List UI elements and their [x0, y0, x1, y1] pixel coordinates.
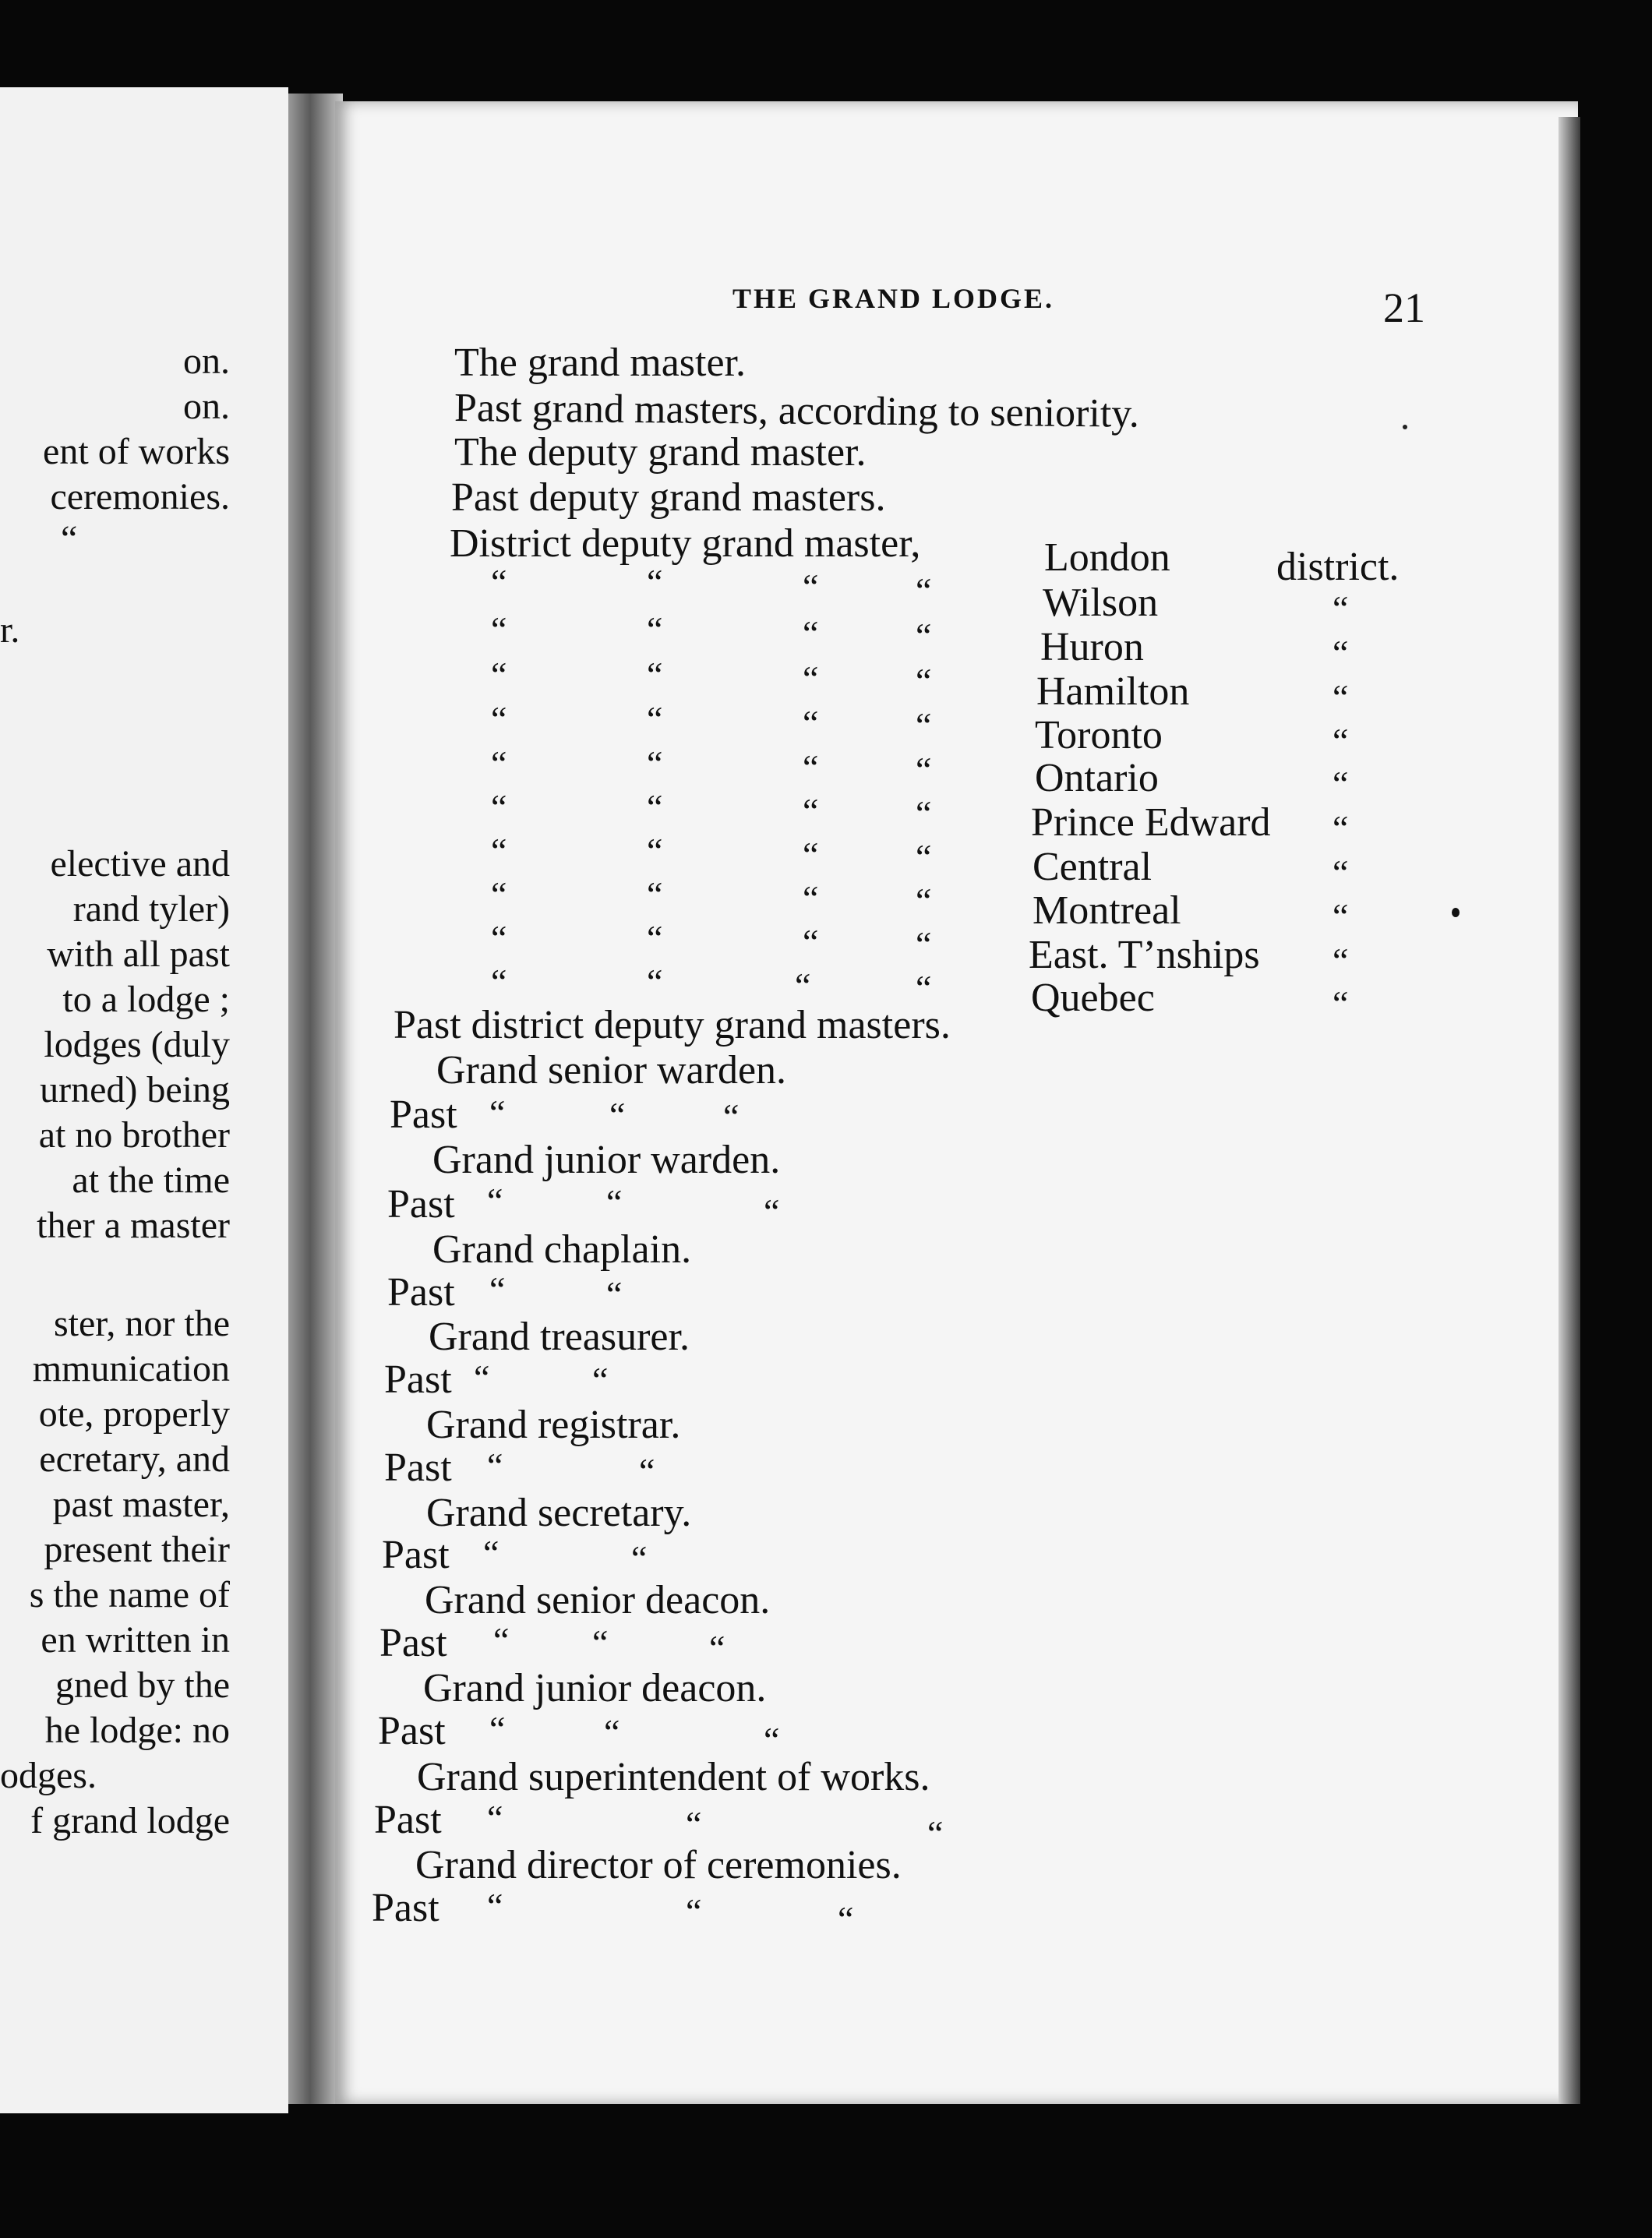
ditto-mark: “: [639, 1451, 655, 1491]
left-fragment: ote, properly: [38, 1393, 230, 1435]
district-name: Central: [1032, 845, 1153, 889]
past-label: Past: [374, 1798, 442, 1842]
ditto-mark: “: [764, 1720, 780, 1760]
past-district-line: Past district deputy grand masters.: [394, 1003, 951, 1047]
page-number: 21: [1383, 284, 1425, 331]
ditto-mark: “: [647, 831, 663, 870]
district-name: Montreal: [1032, 888, 1181, 933]
past-label: Past: [382, 1533, 450, 1577]
district-name: Wilson: [1043, 581, 1159, 625]
past-label: Past: [390, 1093, 457, 1137]
left-fragment: mmunication: [32, 1348, 230, 1389]
officer-title: Grand senior warden.: [436, 1048, 787, 1093]
ditto-mark: “: [1333, 721, 1349, 761]
ditto-mark: “: [491, 655, 507, 694]
ditto-mark: “: [487, 1181, 503, 1220]
ditto-mark: “: [916, 881, 932, 920]
ditto-mark: “: [916, 924, 932, 964]
left-fragment: f grand lodge: [30, 1800, 230, 1841]
district-first-name: London: [1044, 535, 1170, 580]
district-suffix: district.: [1276, 545, 1400, 589]
ditto-mark: “: [927, 1813, 944, 1853]
ditto-mark: “: [491, 743, 507, 783]
ditto-mark: “: [1333, 852, 1349, 892]
ditto-mark: “: [491, 874, 507, 914]
left-fragment: at the time: [72, 1160, 230, 1201]
ditto-mark: “: [1333, 764, 1349, 803]
ditto-mark: “: [916, 968, 932, 1008]
ditto-mark: “: [483, 1533, 499, 1573]
ditto-mark: “: [592, 1622, 609, 1662]
left-fragment: ceremonies.: [50, 476, 230, 517]
left-fragment: at no brother: [38, 1114, 230, 1156]
past-label: Past: [372, 1886, 439, 1930]
ditto-mark: “: [916, 705, 932, 745]
ink-smudge: [1452, 908, 1460, 917]
ditto-mark: “: [606, 1182, 623, 1222]
ditto-mark: “: [764, 1191, 780, 1231]
left-fragment: elective and: [50, 843, 230, 884]
left-fragment: past master,: [52, 1484, 230, 1525]
ditto-mark: “: [493, 1620, 510, 1660]
ditto-mark: “: [606, 1274, 623, 1314]
ditto-mark: “: [491, 787, 507, 827]
ditto-mark: “: [491, 609, 507, 649]
district-name: Huron: [1040, 625, 1144, 669]
ditto-mark: “: [647, 918, 663, 958]
ditto-mark: “: [487, 1886, 503, 1926]
ditto-mark: “: [647, 609, 663, 649]
ditto-mark: “: [647, 655, 663, 694]
ditto-mark: “: [491, 699, 507, 739]
ditto-mark: “: [803, 747, 819, 787]
running-head: THE GRAND LODGE.: [732, 283, 1055, 314]
left-fragment: on.: [183, 386, 230, 427]
ditto-mark: “: [803, 878, 819, 918]
ditto-mark: “: [631, 1538, 648, 1578]
officer-title: Grand treasurer.: [429, 1315, 690, 1359]
ditto-mark: “: [686, 1891, 702, 1931]
officer-title: Grand superintendent of works.: [417, 1755, 930, 1799]
ditto-mark: “: [1333, 633, 1349, 672]
ditto-mark: “: [604, 1712, 620, 1752]
ditto-mark: “: [1333, 983, 1349, 1023]
ditto-mark: “: [916, 793, 932, 833]
ditto-mark: “: [487, 1446, 503, 1485]
ditto-mark: “: [795, 965, 811, 1005]
left-fragment: on.: [183, 341, 230, 382]
ditto-mark: “: [803, 791, 819, 831]
left-fragment: urned) being: [40, 1069, 230, 1110]
officer-title: Grand junior deacon.: [423, 1666, 767, 1710]
ditto-mark: “: [474, 1357, 490, 1397]
left-fragment: ent of works: [43, 431, 230, 472]
past-label: Past: [378, 1709, 446, 1753]
left-fragment: en written in: [41, 1619, 230, 1661]
left-fragment: rand tyler): [72, 888, 230, 930]
ditto-mark: “: [723, 1096, 740, 1136]
order-line: Past grand masters, according to seniority.: [454, 386, 1140, 436]
officer-title: Grand junior warden.: [432, 1138, 781, 1182]
ditto-mark: “: [1333, 896, 1349, 936]
left-fragment: to a lodge ;: [62, 979, 230, 1020]
district-office-label: District deputy grand master,: [450, 521, 921, 566]
left-fragment: lodges (duly: [44, 1024, 230, 1065]
ditto-mark: “: [709, 1628, 725, 1668]
ditto-mark: “: [803, 922, 819, 962]
ditto-mark: “: [487, 1798, 503, 1837]
ditto-mark: “: [491, 562, 507, 602]
left-fragment: odges.: [0, 1755, 97, 1796]
district-name: Hamilton: [1036, 669, 1190, 714]
past-label: Past: [379, 1621, 447, 1665]
officer-title: Grand director of ceremonies.: [415, 1843, 902, 1887]
officer-title: Grand senior deacon.: [425, 1578, 771, 1622]
ditto-mark: “: [916, 661, 932, 701]
left-fragment: gned by the: [55, 1664, 230, 1706]
ditto-mark: “: [647, 743, 663, 783]
past-label: Past: [384, 1357, 452, 1402]
left-fragment: present their: [44, 1529, 230, 1570]
past-label: Past: [387, 1182, 455, 1227]
left-fragment: he lodge: no: [44, 1710, 230, 1751]
ditto-mark: “: [916, 570, 932, 610]
ditto-mark: “: [916, 616, 932, 655]
district-name: Ontario: [1035, 756, 1159, 800]
ditto-mark: “: [1333, 808, 1349, 848]
ditto-mark: “: [1333, 941, 1349, 980]
ditto-mark: “: [491, 831, 507, 870]
past-label: Past: [384, 1446, 452, 1490]
officer-title: Grand chaplain.: [432, 1227, 692, 1272]
order-line: The grand master.: [454, 341, 746, 385]
page-edge: [1558, 117, 1580, 2104]
ditto-mark: “: [491, 962, 507, 1001]
ditto-mark: “: [491, 918, 507, 958]
ditto-mark: “: [803, 703, 819, 743]
district-name: Quebec: [1031, 976, 1155, 1020]
left-fragment: r.: [0, 609, 20, 651]
district-name: East. T’nships: [1029, 933, 1260, 977]
ditto-mark: “: [838, 1899, 854, 1939]
order-line: Past deputy grand masters.: [451, 475, 886, 520]
ditto-mark: “: [489, 1709, 506, 1749]
ditto-mark: “: [1333, 588, 1349, 628]
ditto-mark: “: [489, 1269, 506, 1309]
ditto-mark: “: [916, 837, 932, 877]
past-label: Past: [387, 1270, 455, 1315]
ditto-mark: “: [803, 613, 819, 653]
ditto-mark: “: [647, 962, 663, 1001]
order-line: The deputy grand master.: [454, 430, 867, 475]
ditto-mark: “: [803, 658, 819, 698]
district-name: Toronto: [1035, 713, 1163, 757]
ditto-mark: “: [647, 787, 663, 827]
officer-title: Grand secretary.: [426, 1491, 692, 1535]
left-fragment: “: [61, 518, 78, 560]
left-fragment: ster, nor the: [53, 1303, 230, 1344]
district-name: Prince Edward: [1031, 800, 1271, 845]
ditto-mark: “: [803, 567, 819, 606]
ditto-mark: “: [1333, 677, 1349, 717]
ditto-mark: “: [489, 1093, 506, 1132]
ditto-mark: “: [647, 874, 663, 914]
ink-smudge: [1403, 425, 1407, 429]
left-fragment: ther a master: [37, 1205, 230, 1246]
ditto-mark: “: [609, 1095, 626, 1135]
ditto-mark: “: [592, 1360, 609, 1400]
left-fragment: s the name of: [29, 1574, 230, 1615]
ditto-mark: “: [916, 750, 932, 789]
left-fragment: with all past: [47, 934, 230, 975]
left-fragment: ecretary, and: [39, 1438, 230, 1480]
officer-title: Grand registrar.: [426, 1403, 681, 1447]
ditto-mark: “: [803, 835, 819, 874]
ditto-mark: “: [686, 1804, 702, 1844]
ditto-mark: “: [647, 562, 663, 602]
ditto-mark: “: [647, 699, 663, 739]
